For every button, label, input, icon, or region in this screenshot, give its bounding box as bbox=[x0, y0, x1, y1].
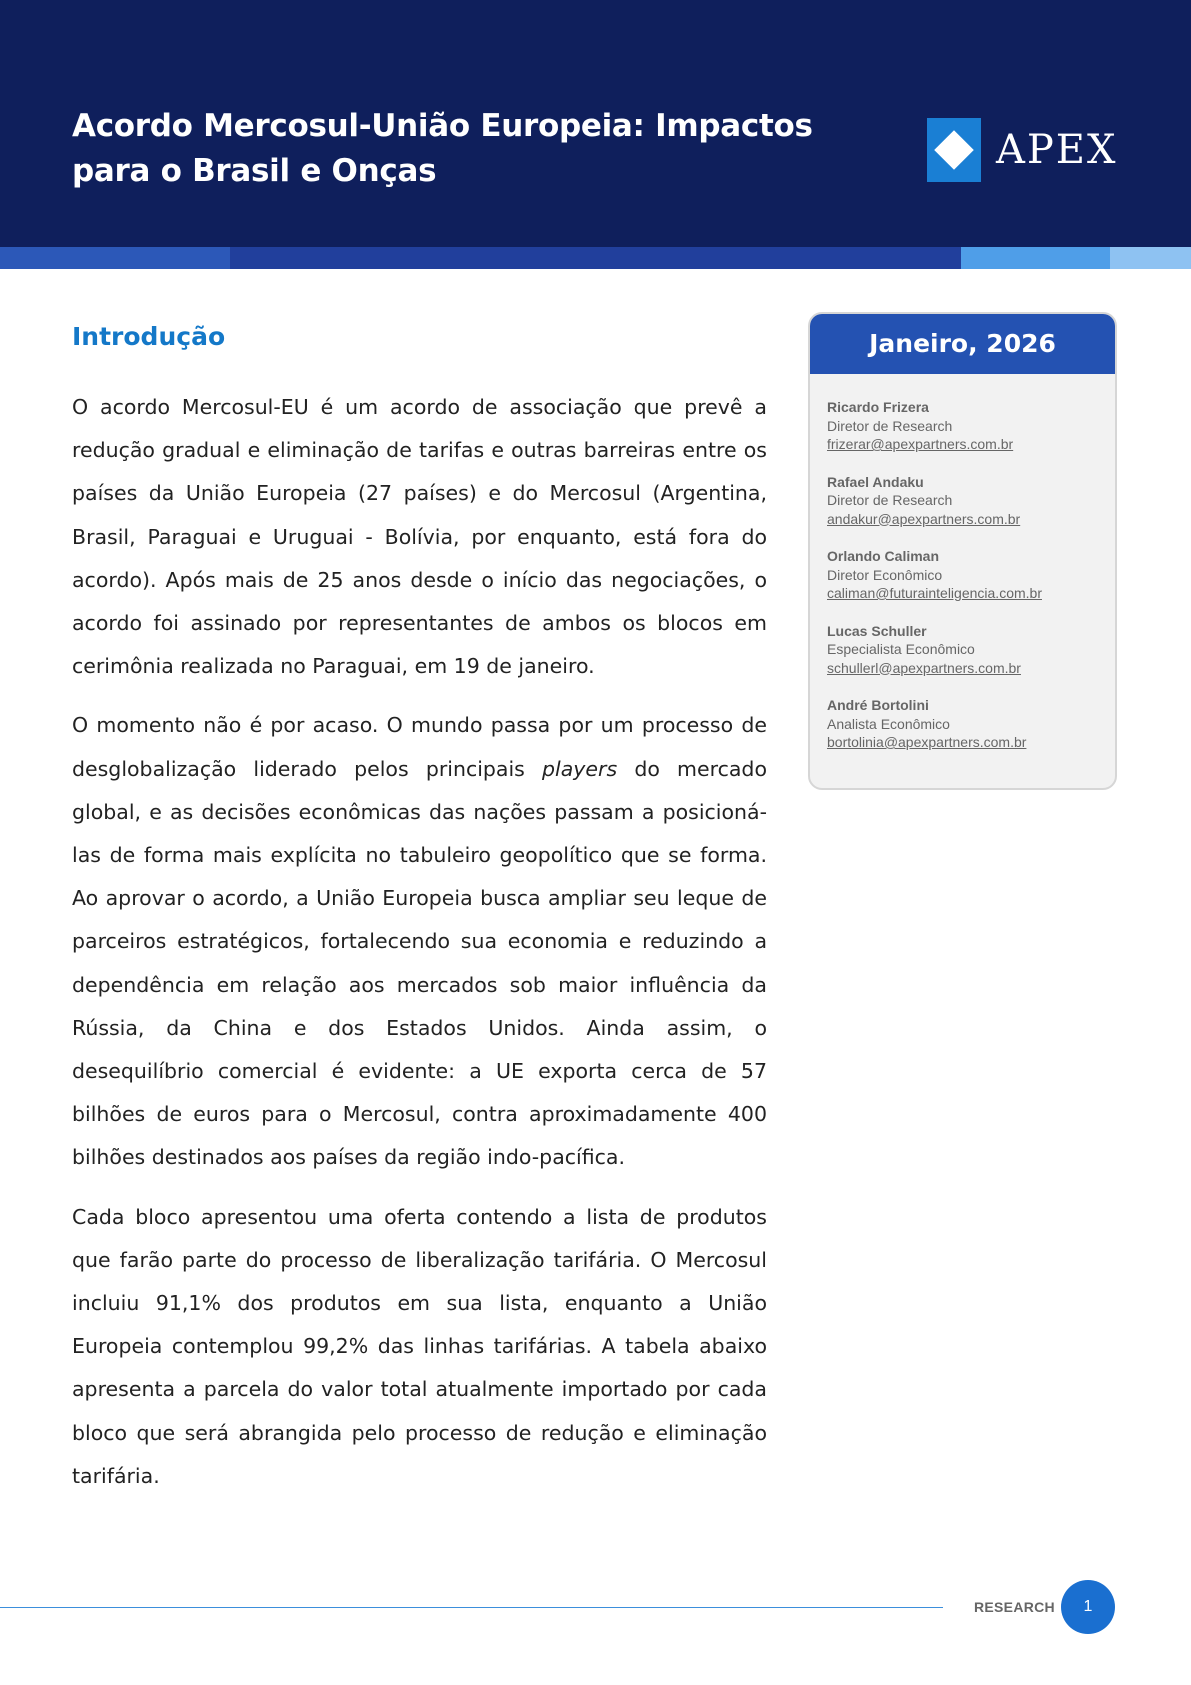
stripe-1 bbox=[0, 247, 230, 269]
footer-label: RESEARCH bbox=[974, 1599, 1055, 1615]
section-title: Introdução bbox=[72, 322, 226, 351]
page-number: 1 bbox=[1061, 1580, 1115, 1634]
author-role: Diretor Econômico bbox=[827, 566, 943, 583]
paragraph-3: Cada bloco apresentou uma oferta contendo a lista de produtos que farão parte do processo de liberalização tarifária. O Mercosul incluiu 91,1% dos produtos em sua lista, enquanto a União Europeia contemplou 99,2% das linhas tarifárias. A tabela abaixo apresenta a parcela do valor total atualmente importado por cada bloco que será abrangida pelo processo de redução e eliminação tarifária. bbox=[72, 1204, 767, 1488]
author-email-link[interactable]: caliman@futurainteligencia.com.br bbox=[827, 585, 1042, 601]
apex-logo bbox=[927, 118, 1117, 182]
header-stripes bbox=[0, 247, 1191, 269]
author-name: Ricardo Frizera bbox=[827, 399, 929, 415]
authors-sidebar bbox=[808, 312, 1117, 790]
diamond-logo-icon bbox=[927, 118, 981, 182]
author-name: Orlando Caliman bbox=[827, 548, 940, 564]
author-role: Analista Econômico bbox=[827, 715, 950, 732]
body-text bbox=[72, 386, 767, 1514]
stripe-4 bbox=[1110, 247, 1191, 269]
logo-text: APEX bbox=[996, 127, 1118, 173]
sidebar-date: Janeiro, 2026 bbox=[810, 314, 1115, 374]
footer-divider bbox=[0, 1607, 943, 1608]
author-email-link[interactable]: andakur@apexpartners.com.br bbox=[827, 510, 1021, 527]
author-name: André Bortolini bbox=[827, 697, 929, 713]
author-email-link[interactable]: schullerl@apexpartners.com.br bbox=[827, 659, 1021, 676]
report-header bbox=[0, 0, 1191, 247]
author-list bbox=[810, 374, 1115, 752]
author-item bbox=[827, 547, 1115, 603]
author-name: Rafael Andaku bbox=[827, 473, 924, 490]
author-role: Especialista Econômico bbox=[827, 641, 975, 657]
paragraph-2-part-a: O momento não é por acaso. O mundo passa por um processo de desglobalização liderado pelos principais bbox=[72, 713, 767, 781]
author-role: Diretor de Research bbox=[827, 417, 953, 434]
paragraph-2 bbox=[72, 704, 767, 1179]
author-role: Diretor de Research bbox=[827, 492, 953, 508]
paragraph-2-part-b: do mercado global, e as decisões econômicas das nações passam a posicioná-las de forma mais explícita no tabuleiro geopolítico que se forma. Ao aprovar o acordo, a União Europeia busca ampliar seu leque de parceiros estratégicos, fortalecendo sua economia e reduzindo a dependência em relação aos mercados sob maior influência da Rússia, da China e dos Estados Unidos. Ainda assim, o desequilíbrio comercial é evidente: a UE exporta cerca de 57 bilhões de euros para o Mercosul, contra aproximadamente 400 bilhões destinados aos países da região indo-pacífica. bbox=[72, 756, 767, 1170]
author-item bbox=[827, 473, 1115, 529]
paragraph-1: O acordo Mercosul-EU é um acordo de associação que prevê a redução gradual e eliminação de tarifas e outras barreiras entre os países da União Europeia (27 países) e do Mercosul (Argentina, Brasil, Paraguai e Uruguai - Bolívia, por enquanto, está fora do acordo). Após mais de 25 anos desde o início das negociações, o acordo foi assinado por representantes de ambos os blocos em cerimônia realizada no Paraguai, em 19 de janeiro. bbox=[72, 395, 767, 679]
stripe-3 bbox=[961, 247, 1110, 269]
author-email-link[interactable]: bortolinia@apexpartners.com.br bbox=[827, 734, 1027, 750]
paragraph-2-emphasis: players bbox=[542, 756, 618, 781]
report-title: Acordo Mercosul-União Europeia: Impactos para o Brasil e Onças bbox=[72, 108, 813, 189]
author-item bbox=[827, 696, 1115, 752]
author-item bbox=[827, 622, 1115, 678]
author-name: Lucas Schuller bbox=[827, 622, 927, 639]
author-item bbox=[827, 398, 1115, 454]
stripe-2 bbox=[230, 247, 961, 269]
author-email-link[interactable]: frizerar@apexpartners.com.br bbox=[827, 436, 1014, 452]
